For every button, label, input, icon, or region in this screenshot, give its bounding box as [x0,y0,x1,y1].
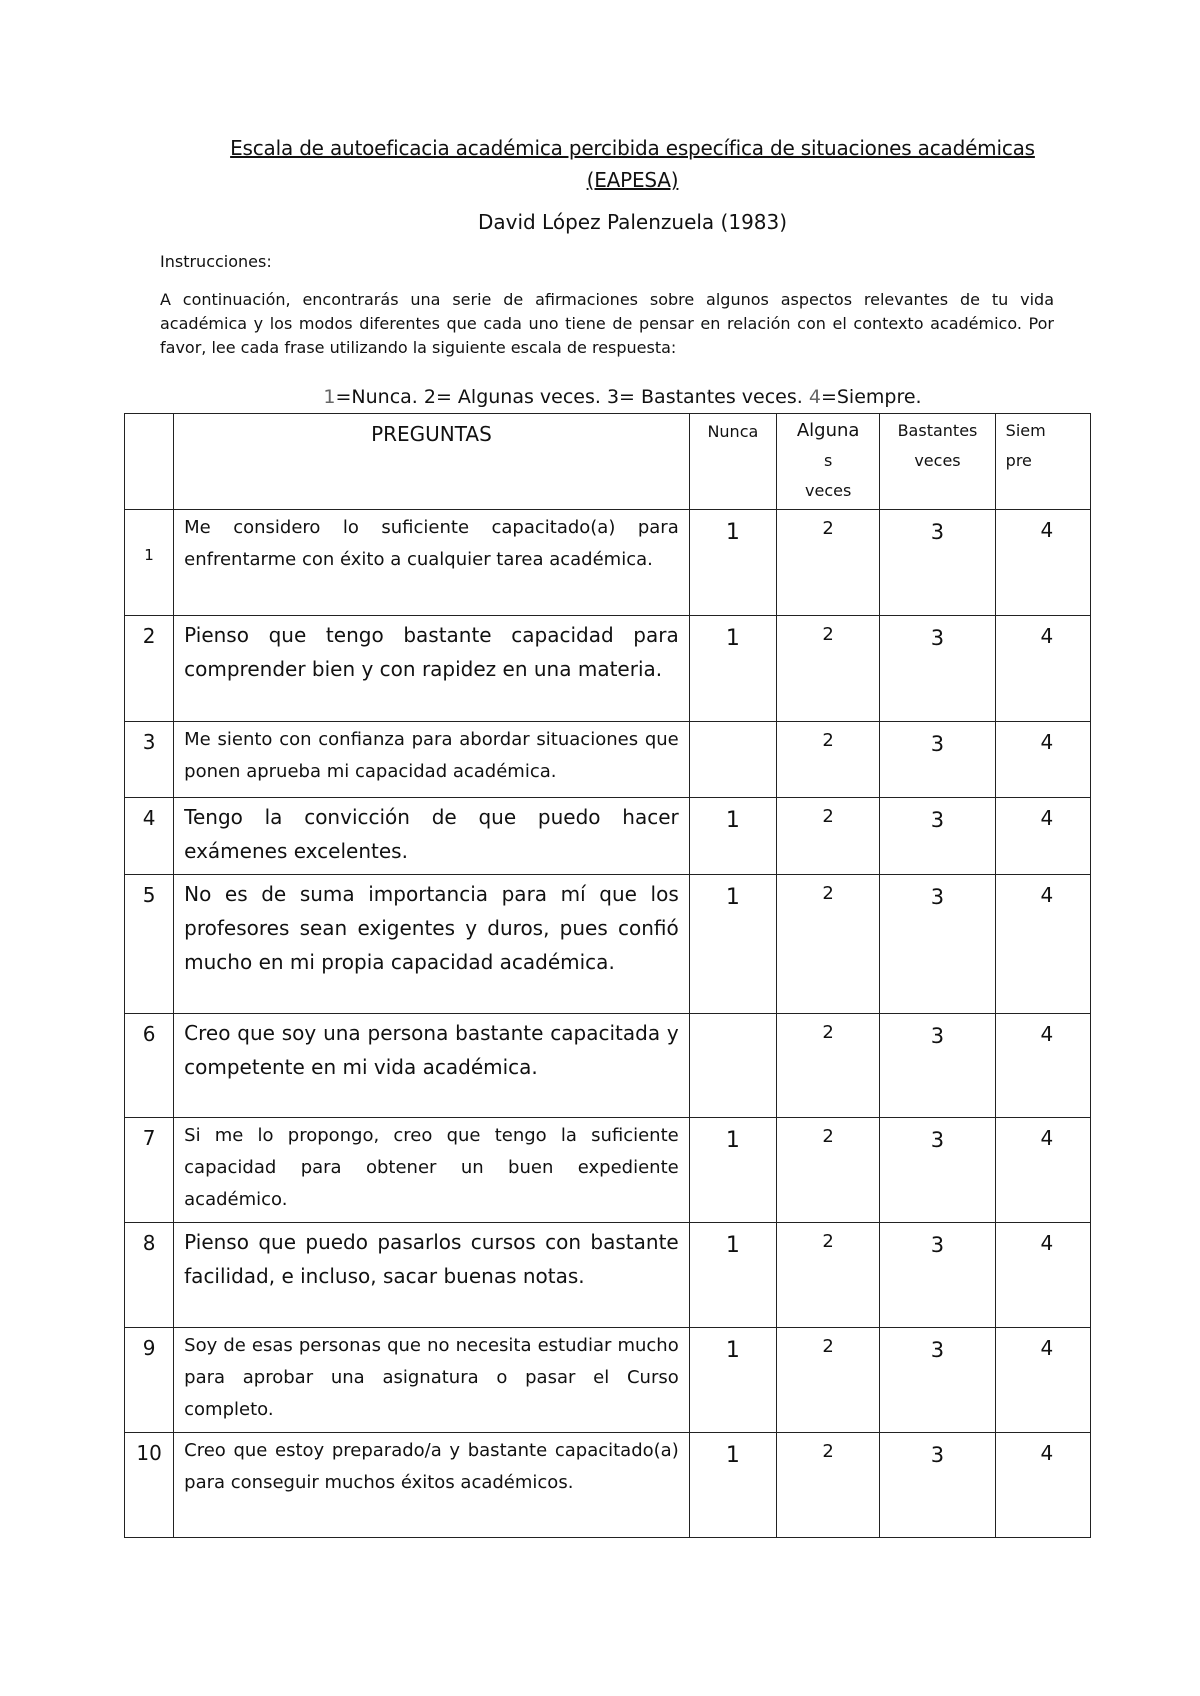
scale-num-4: 4 [808,386,821,408]
answer-option-2[interactable]: 2 [777,616,880,722]
answer-option-1[interactable]: 1 [689,1118,776,1223]
table-row [125,1014,1091,1118]
question-text: Tengo la convicción de que puedo hacer exámenes excelentes. [174,798,690,875]
row-number: 1 [125,510,174,616]
row-number: 4 [125,798,174,875]
instructions-label: Instrucciones: [160,252,272,271]
answer-option-2[interactable]: 2 [777,1433,880,1538]
author-line: David López Palenzuela (1983) [477,210,788,234]
answer-option-4[interactable]: 4 [995,1223,1090,1328]
table-row [125,1328,1091,1433]
header-bastantes-line1: Bastantes [897,421,978,440]
instructions-text: A continuación, encontrarás una serie de afirmaciones sobre algunos aspectos relevantes de tu vida académica y los modos diferentes que cada uno tiene de pensar en relación con el contexto académico. Por favor, lee cada frase utilizando la siguiente escala de respuesta: [160,290,1054,357]
answer-option-3[interactable]: 3 [880,798,995,875]
header-siempre [995,414,1090,510]
answer-option-4[interactable]: 4 [995,875,1090,1014]
answer-option-2[interactable]: 2 [777,510,880,616]
scale-text-4: =Siempre. [820,386,922,408]
answer-option-4[interactable]: 4 [995,510,1090,616]
header-bastantes-veces [880,414,995,510]
answer-option-4[interactable]: 4 [995,798,1090,875]
row-number: 5 [125,875,174,1014]
answer-option-3[interactable]: 3 [880,510,995,616]
document-title: Escala de autoeficacia académica percibida específica de situaciones académicas [230,136,1035,160]
answer-option-1[interactable]: 1 [689,1328,776,1433]
row-number: 8 [125,1223,174,1328]
answer-option-3[interactable]: 3 [880,1014,995,1118]
table-row [125,1223,1091,1328]
header-algunas-line3: veces [805,481,852,500]
table-row [125,875,1091,1014]
question-text: Pienso que tengo bastante capacidad para comprender bien y con rapidez en una materia. [174,616,690,722]
answer-option-1[interactable]: 1 [689,798,776,875]
answer-option-4[interactable]: 4 [995,1433,1090,1538]
answer-option-2[interactable]: 2 [777,1014,880,1118]
row-number: 7 [125,1118,174,1223]
answer-option-3[interactable]: 3 [880,875,995,1014]
question-text: Creo que estoy preparado/a y bastante capacitado(a) para conseguir muchos éxitos académicos. [174,1433,690,1538]
table-row [125,510,1091,616]
row-number: 6 [125,1014,174,1118]
answer-option-2[interactable]: 2 [777,722,880,798]
table-header-row [125,414,1091,510]
answer-option-2[interactable]: 2 [777,1118,880,1223]
header-bastantes-line2: veces [914,451,961,470]
question-text: Me siento con confianza para abordar situaciones que ponen aprueba mi capacidad académica. [174,722,690,798]
header-algunas-line1: Alguna [796,420,860,441]
table-row [125,798,1091,875]
answer-option-1[interactable]: 1 [689,616,776,722]
answer-option-4[interactable]: 4 [995,722,1090,798]
row-number: 9 [125,1328,174,1433]
table-row [125,1118,1091,1223]
header-algunas-line2: s [823,451,833,470]
answer-option-4[interactable]: 4 [995,1118,1090,1223]
questionnaire-table [124,413,1091,1538]
row-number: 2 [125,616,174,722]
scale-num-1: 1 [323,386,336,408]
answer-option-3[interactable]: 3 [880,1433,995,1538]
answer-option-4[interactable]: 4 [995,1014,1090,1118]
header-siempre-line2: pre [1005,451,1032,470]
answer-option-1[interactable] [689,1014,776,1118]
question-text: No es de suma importancia para mí que los profesores sean exigentes y duros, pues confió mucho en mi propia capacidad académica. [174,875,690,1014]
answer-option-3[interactable]: 3 [880,722,995,798]
table-row [125,722,1091,798]
answer-option-2[interactable]: 2 [777,798,880,875]
answer-option-1[interactable] [689,722,776,798]
response-scale [0,386,1200,408]
answer-option-3[interactable]: 3 [880,1118,995,1223]
header-algunas-veces [777,414,880,510]
header-preguntas: PREGUNTAS [174,414,690,510]
question-text: Me considero lo suficiente capacitado(a) para enfrentarme con éxito a cualquier tarea académica. [174,510,690,616]
header-siempre-line1: Siem [1005,421,1046,440]
question-text: Pienso que puedo pasarlos cursos con bastante facilidad, e incluso, sacar buenas notas. [174,1223,690,1328]
answer-option-1[interactable]: 1 [689,1433,776,1538]
header-nunca: Nunca [689,414,776,510]
scale-text-1: =Nunca. 2= Algunas veces. 3= Bastantes veces. [335,386,809,408]
table-row [125,616,1091,722]
question-text: Si me lo propongo, creo que tengo la suficiente capacidad para obtener un buen expediente académico. [174,1118,690,1223]
answer-option-4[interactable]: 4 [995,616,1090,722]
document-title-acronym: (EAPESA) [586,168,679,192]
answer-option-2[interactable]: 2 [777,1223,880,1328]
question-text: Soy de esas personas que no necesita estudiar mucho para aprobar una asignatura o pasar el Curso completo. [174,1328,690,1433]
row-number: 3 [125,722,174,798]
answer-option-2[interactable]: 2 [777,875,880,1014]
question-text: Creo que soy una persona bastante capacitada y competente en mi vida académica. [174,1014,690,1118]
answer-option-1[interactable]: 1 [689,1223,776,1328]
answer-option-2[interactable]: 2 [777,1328,880,1433]
table-row [125,1433,1091,1538]
answer-option-3[interactable]: 3 [880,1328,995,1433]
answer-option-3[interactable]: 3 [880,616,995,722]
answer-option-1[interactable]: 1 [689,510,776,616]
header-number-cell [125,414,174,510]
answer-option-1[interactable]: 1 [689,875,776,1014]
answer-option-4[interactable]: 4 [995,1328,1090,1433]
row-number: 10 [125,1433,174,1538]
answer-option-3[interactable]: 3 [880,1223,995,1328]
